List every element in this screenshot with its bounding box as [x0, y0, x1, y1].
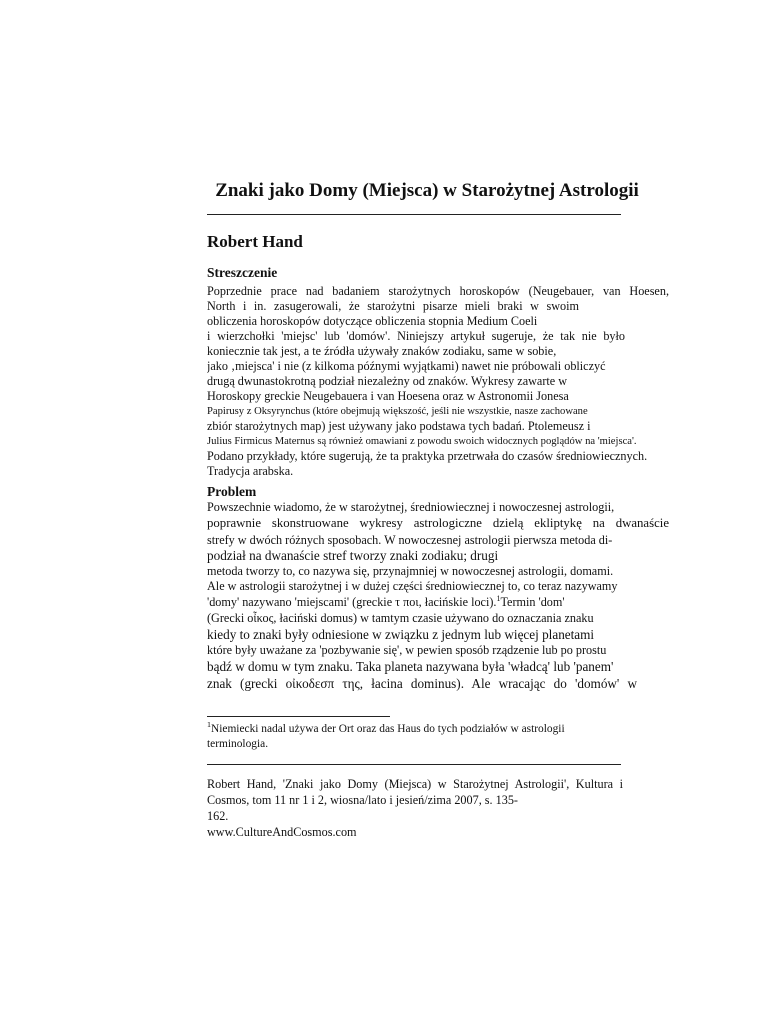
- abstract-line: obliczenia horoskopów dotyczące obliczenia stopnia Medium Coeli: [207, 314, 538, 328]
- citation-line: Robert Hand, 'Znaki jako Domy (Miejsca) w Starożytnej Astrologii', Kultura i: [207, 777, 623, 791]
- footnote: [207, 722, 627, 752]
- footnote-line: [207, 722, 627, 737]
- problem-heading: Problem: [207, 484, 257, 499]
- abstract-line: Poprzednie prace nad badaniem starożytnych horoskopów (Neugebauer, van Hoesen,: [207, 284, 669, 298]
- problem-line-with-footnote: [207, 594, 669, 611]
- problem-line: strefy w dwóch różnych sposobach. W nowoczesnej astrologii pierwsza metoda di-: [207, 533, 613, 547]
- abstract-line: Julius Firmicus Maternus są również omawiani z powodu swoich widocznych poglądów na 'miejsca'.: [207, 436, 637, 447]
- abstract-line: Horoskopy greckie Neugebauera i van Hoesena oraz w Astronomii Jonesa: [207, 389, 569, 403]
- problem-line: które były uważane za 'pozbywanie się', w pewien sposób rządzenie lub po prostu: [207, 643, 607, 657]
- abstract-line: drugą dwunastokrotną podział niezależny od znaków. Wykresy zawarte w: [207, 374, 568, 388]
- footnote-separator: [207, 716, 390, 717]
- problem-line: poprawnie skonstruowane wykresy astrologiczne dzielą ekliptykę na dwanaście: [207, 516, 669, 530]
- footnote-marker: 1: [496, 594, 501, 603]
- abstract-line: i wierzchołki 'miejsc' lub 'domów'. Niniejszy artykuł sugeruje, że tak nie było: [207, 329, 625, 343]
- problem-line: Ale w astrologii starożytnej i w dużej części średniowiecznej to, co teraz nazywamy: [207, 579, 618, 593]
- problem-line: kiedy to znaki były odniesione w związku z jednym lub więcej planetami: [207, 627, 595, 642]
- problem-line: (Grecki οἶκος, łaciński domus) w tamtym czasie używano do oznaczania znaku: [207, 611, 594, 625]
- citation-block: [207, 776, 623, 840]
- paper-title: Znaki jako Domy (Miejsca) w Starożytnej Astrologii: [215, 180, 639, 201]
- author-name: Robert Hand: [207, 232, 303, 251]
- citation-url[interactable]: www.CultureAndCosmos.com: [207, 825, 357, 839]
- problem-line: metoda tworzy to, co nazywa się, przynajmniej w nowoczesnej astrologii, domami.: [207, 564, 614, 578]
- citation-line: Cosmos, tom 11 nr 1 i 2, wiosna/lato i jesień/zima 2007, s. 135-: [207, 793, 518, 807]
- problem-line: podział na dwanaście stref tworzy znaki zodiaku; drugi: [207, 548, 499, 563]
- footnote-text: Niemiecki nadal używa der Ort oraz das Haus do tych podziałów w astrologii: [211, 723, 565, 735]
- problem-line: Termin 'dom': [500, 595, 565, 609]
- abstract-line: Papirusy z Oksyrynchus (które obejmują większość, jeśli nie wszystkie, nasze zachowane: [207, 406, 588, 417]
- footnote-line: terminologia.: [207, 738, 269, 750]
- abstract-line: North i in. zasugerowali, że starożytni pisarze mieli braki w swoim: [207, 299, 579, 313]
- footnote-number: 1: [207, 722, 211, 730]
- abstract-line: Podano przykłady, które sugerują, że ta praktyka przetrwała do czasów średniowiecznych.: [207, 449, 648, 463]
- abstract-text: [207, 284, 669, 479]
- citation-line: 162.: [207, 809, 229, 823]
- abstract-line: zbiór starożytnych map) jest używany jako podstawa tych badań. Ptolemeusz i: [207, 419, 591, 433]
- title-underline: [207, 214, 621, 215]
- abstract-line: jako ‚miejsca' i nie (z kilkoma późnymi wyjątkami) nawet nie próbowali obliczyć: [207, 359, 606, 373]
- problem-line: bądź w domu w tym znaku. Taka planeta nazywana była 'władcą' lub 'panem': [207, 659, 614, 674]
- problem-line: 'domy' nazywano 'miejscami' (greckie τ ποι, łacińskie loci).: [207, 595, 497, 609]
- abstract-line: Tradycja arabska.: [207, 464, 294, 478]
- abstract-heading: Streszczenie: [207, 265, 278, 280]
- abstract-line: koniecznie tak jest, a te źródła używały znaków zodiaku, same w sobie,: [207, 344, 557, 358]
- problem-line: znak (grecki οἰκοδεσπ της, łacina dominus). Ale wracając do 'domów' w: [207, 676, 637, 691]
- problem-line: Powszechnie wiadomo, że w starożytnej, średniowiecznej i nowoczesnej astrologii,: [207, 500, 615, 514]
- problem-text: [207, 500, 669, 692]
- citation-separator: [207, 764, 621, 765]
